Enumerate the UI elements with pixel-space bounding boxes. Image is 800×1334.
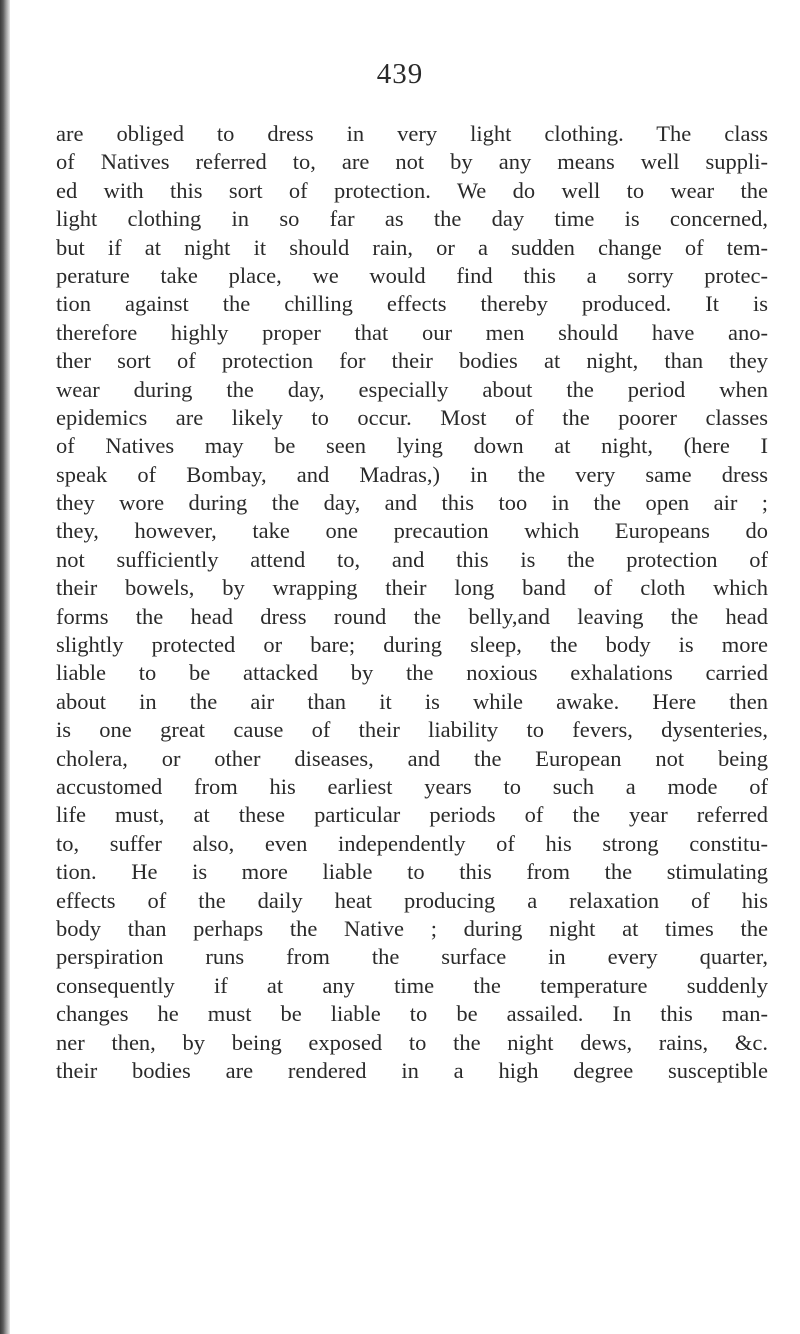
- text-line: life must, at these particular periods of the year referred: [56, 802, 768, 828]
- text-line: forms the head dress round the belly,and leaving the head: [56, 603, 768, 629]
- text-line: is one great cause of their liability to fevers, dysenteries,: [56, 717, 768, 743]
- text-line: changes he must be liable to be assailed. In this man-: [56, 1001, 768, 1027]
- text-line: epidemics are likely to occur. Most of the poorer classes: [56, 404, 768, 430]
- text-line: about in the air than it is while awake. Here then: [56, 688, 768, 714]
- text-line: tion. He is more liable to this from the stimulating: [56, 859, 768, 885]
- page-number: 439: [376, 58, 424, 90]
- text-line: therefore highly proper that our men should have ano-: [56, 319, 768, 345]
- text-line: light clothing in so far as the day time is concerned,: [56, 206, 768, 232]
- text-line: ther sort of protection for their bodies at night, than they: [56, 348, 768, 374]
- text-line: liable to be attacked by the noxious exhalations carried: [56, 660, 768, 686]
- text-line: but if at night it should rain, or a sudden change of tem-: [56, 234, 768, 260]
- text-line: effects of the daily heat producing a relaxation of his: [56, 887, 768, 913]
- text-line: consequently if at any time the temperature suddenly: [56, 972, 768, 998]
- text-line: accustomed from his earliest years to such a mode of: [56, 773, 768, 799]
- text-line: perspiration runs from the surface in every quarter,: [56, 944, 768, 970]
- text-line: ed with this sort of protection. We do well to wear the: [56, 177, 768, 203]
- text-line: they, however, take one precaution which Europeans do: [56, 518, 768, 544]
- text-line: cholera, or other diseases, and the European not being: [56, 745, 768, 771]
- text-line: are obliged to dress in very light clothing. The class: [56, 121, 768, 146]
- text-line: to, suffer also, even independently of his strong constitu-: [56, 830, 768, 856]
- book-spine-edge: [0, 0, 10, 1334]
- text-line: their bowels, by wrapping their long band of cloth which: [56, 575, 768, 601]
- text-line: tion against the chilling effects thereby produced. It is: [56, 291, 768, 317]
- text-line: their bodies are rendered in a high degree susceptible: [56, 1057, 768, 1083]
- text-line: of Natives may be seen lying down at night, (here I: [56, 433, 768, 459]
- text-line: slightly protected or bare; during sleep, the body is more: [56, 632, 768, 658]
- text-line: body than perhaps the Native ; during night at times the: [56, 915, 768, 941]
- text-line: speak of Bombay, and Madras,) in the very same dress: [56, 461, 768, 487]
- text-line: not sufficiently attend to, and this is the protection of: [56, 546, 768, 572]
- text-line: perature take place, we would find this a sorry protec-: [56, 262, 768, 288]
- body-text: [56, 120, 768, 1085]
- text-line: wear during the day, especially about the period when: [56, 376, 768, 402]
- text-line: they wore during the day, and this too in the open air ;: [56, 490, 768, 516]
- text-line: ner then, by being exposed to the night dews, rains, &c.: [56, 1029, 768, 1055]
- text-line: of Natives referred to, are not by any means well suppli-: [56, 149, 768, 175]
